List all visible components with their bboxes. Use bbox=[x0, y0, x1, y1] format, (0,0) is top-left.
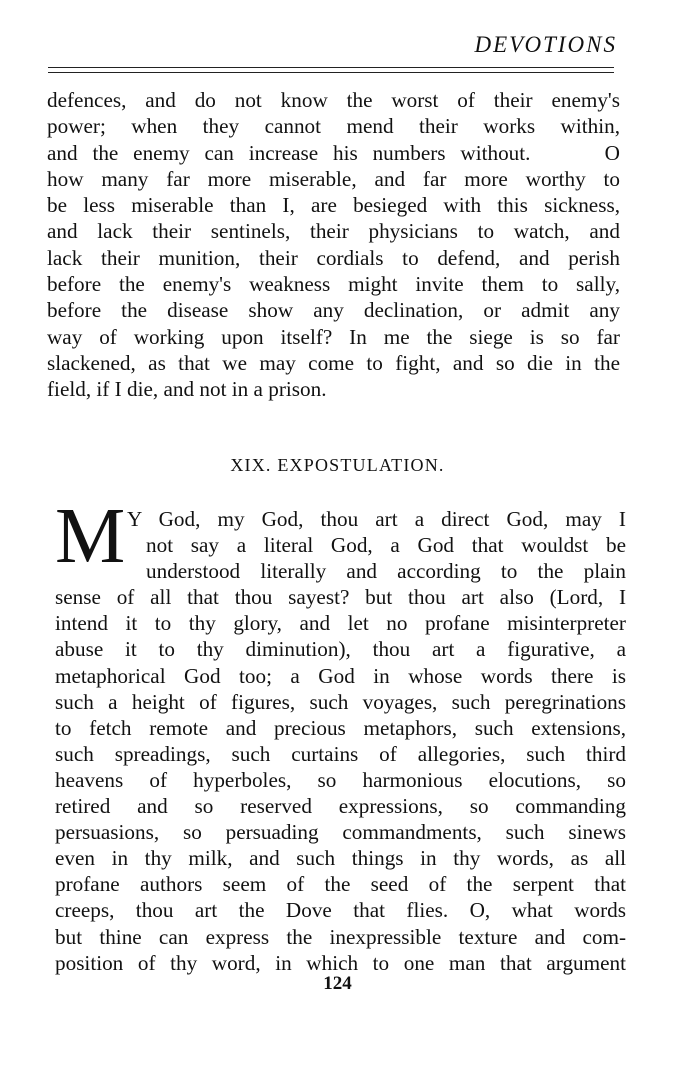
text-line: heavens of hyperboles, so harmonious elocutions, so bbox=[55, 767, 626, 792]
text-line: Y God, my God, thou art a direct God, may I bbox=[127, 507, 626, 531]
text-line: but thine can express the inexpressible texture and com- bbox=[55, 924, 626, 949]
text-line: abuse it to thy diminution), thou art a figurative, a bbox=[55, 637, 626, 662]
text-line: be less miserable than I, are besieged with this sickness, bbox=[47, 193, 620, 218]
paragraph-expostulation bbox=[55, 493, 626, 976]
running-head: DEVOTIONS bbox=[474, 32, 617, 57]
text-line: lack their munition, their cordials to defend, and perish bbox=[47, 245, 620, 270]
text-line: such a height of figures, such voyages, such peregrinations bbox=[55, 689, 626, 714]
text-line: creeps, thou art the Dove that flies. O, what words bbox=[55, 898, 626, 923]
text-line: before the disease show any declination, or admit any bbox=[47, 298, 620, 323]
paragraph-continued bbox=[47, 87, 620, 403]
text-line: sense of all that thou sayest? but thou art also (Lord, I bbox=[55, 585, 626, 610]
text-line: such spreadings, such curtains of allegories, such third bbox=[55, 741, 626, 766]
section-heading: XIX. EXPOSTULATION. bbox=[230, 455, 445, 475]
page-number: 124 bbox=[323, 973, 352, 994]
text-line: slackened, as that we may come to fight, and so die in the bbox=[47, 350, 620, 375]
text-line: retired and so reserved expressions, so commanding bbox=[55, 794, 626, 819]
text-line: profane authors seem of the seed of the serpent that bbox=[55, 872, 626, 897]
text-line: how many far more miserable, and far more worthy to bbox=[47, 166, 620, 191]
text-line: defences, and do not know the worst of their enemy's bbox=[47, 88, 620, 112]
text-line: field, if I die, and not in a prison. bbox=[47, 377, 327, 402]
text-line: and lack their sentinels, their physicians to watch, and bbox=[47, 219, 620, 244]
text-line: not say a literal God, a God that wouldst be bbox=[146, 533, 626, 558]
text-line: to fetch remote and precious metaphors, such extensions, bbox=[55, 715, 626, 740]
header-rule-top bbox=[48, 67, 614, 68]
text-line: intend it to thy glory, and let no profane misinterpreter bbox=[55, 611, 626, 636]
text-line: even in thy milk, and such things in thy words, as all bbox=[55, 846, 626, 871]
drop-cap: M bbox=[55, 493, 126, 580]
text-line: understood literally and according to the plain bbox=[146, 559, 626, 584]
text-line: position of thy word, in which to one man that argument bbox=[55, 950, 626, 975]
text-line: metaphorical God too; a God in whose words there is bbox=[55, 663, 626, 688]
text-line: way of working upon itself? In me the siege is so far bbox=[47, 324, 620, 349]
header-rule-bottom bbox=[48, 72, 614, 73]
text-line: and the enemy can increase his numbers without. O bbox=[47, 140, 620, 165]
text-line: before the enemy's weakness might invite them to sally, bbox=[47, 272, 620, 297]
text-line: power; when they cannot mend their works within, bbox=[47, 114, 620, 139]
text-line: persuasions, so persuading commandments, such sinews bbox=[55, 820, 626, 845]
